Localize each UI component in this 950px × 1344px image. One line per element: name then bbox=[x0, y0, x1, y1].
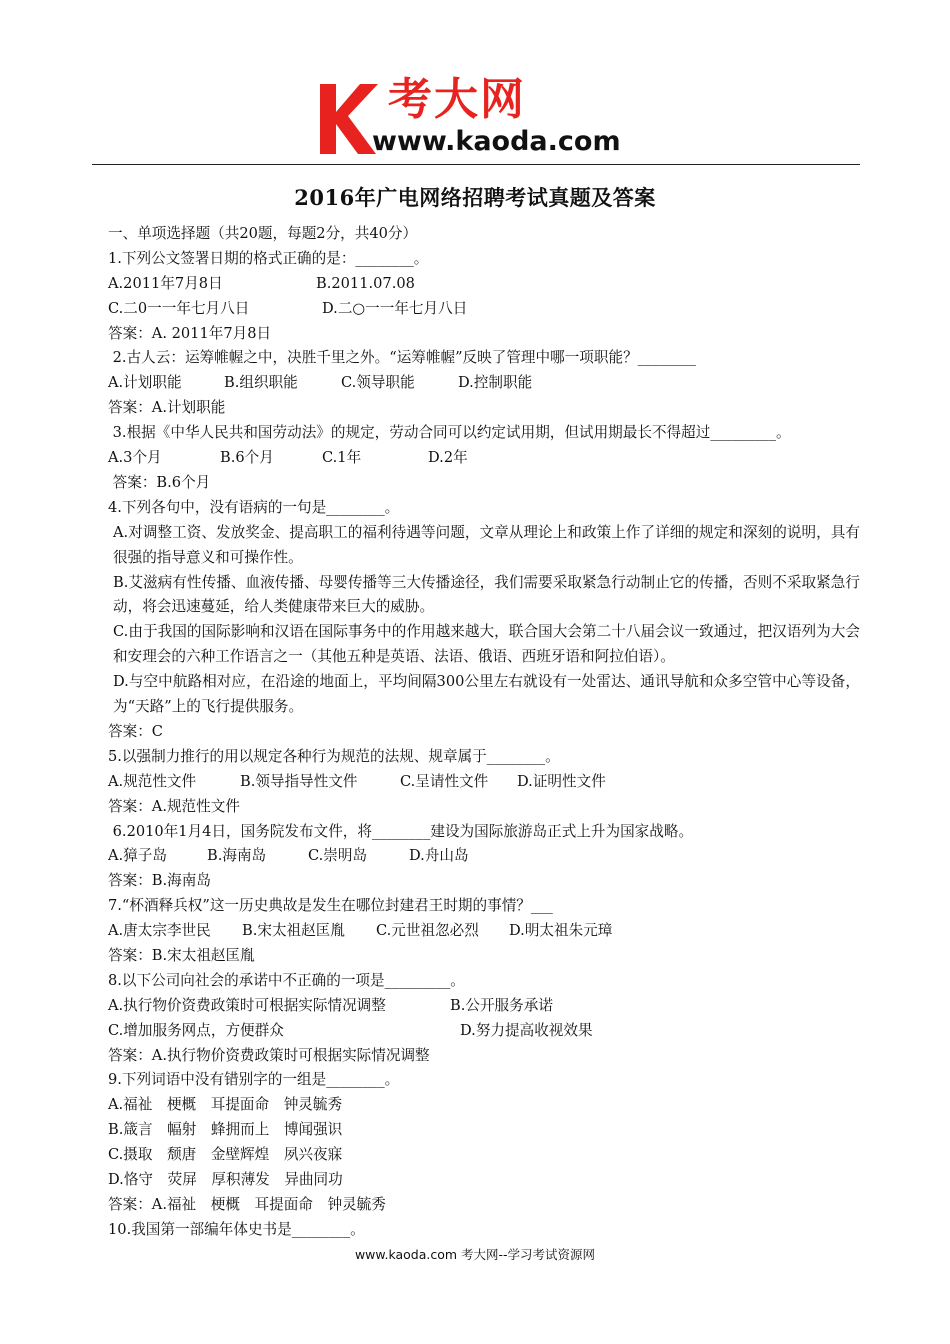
logo-brand-name: 考大网 bbox=[388, 74, 526, 125]
answer-6: 答案：B.海南岛 bbox=[108, 872, 211, 890]
answer-2: 答案：A.计划职能 bbox=[108, 399, 226, 417]
option-c: C.增加服务网点，方便群众 bbox=[108, 1021, 284, 1039]
option-b: B.宋太祖赵匡胤 bbox=[242, 922, 345, 940]
question-7: 7.“杯酒释兵权”这一历史典故是发生在哪位封建君王时期的事情？___ bbox=[108, 897, 553, 915]
k-logo-icon bbox=[318, 80, 380, 156]
question-8-options-row2 bbox=[108, 1019, 860, 1044]
answer-8: 答案：A.执行物价资费政策时可根据实际情况调整 bbox=[108, 1046, 430, 1064]
option-d: D.舟山岛 bbox=[409, 847, 469, 865]
option-a: A.唐太宗李世民 bbox=[108, 922, 211, 940]
question-8: 8.以下公司向社会的承诺中不正确的一项是_________。 bbox=[108, 971, 465, 989]
page-title: 2016年广电网络招聘考试真题及答案 bbox=[294, 185, 656, 210]
kaoda-logo[interactable] bbox=[318, 74, 638, 160]
question-4: 4.下列各句中，没有语病的一句是________。 bbox=[108, 498, 400, 516]
option-d: D.明太祖朱元璋 bbox=[509, 922, 613, 940]
option-d: D.证明性文件 bbox=[517, 772, 606, 790]
question-3-options bbox=[108, 446, 860, 471]
question-2: 2.古人云：运筹帷幄之中，决胜千里之外。“运筹帷幄”反映了管理中哪一项职能？________ bbox=[108, 349, 697, 367]
option-a: A.计划职能 bbox=[108, 374, 182, 392]
question-7-options bbox=[108, 919, 860, 944]
option-c: C.呈请性文件 bbox=[400, 772, 489, 790]
answer-7: 答案：B.宋太祖赵匡胤 bbox=[108, 946, 255, 964]
question-8-options-row1 bbox=[108, 994, 860, 1019]
question-1-options-row1 bbox=[108, 272, 860, 297]
option-a: A.对调整工资、发放奖金、提高职工的福利待遇等问题，文章从理论上和政策上作了详细的规定和深刻的说明，具有很强的指导意义和可操作性。 bbox=[113, 523, 860, 566]
document-body bbox=[108, 222, 860, 1243]
page-footer[interactable]: www.kaoda.com 考大网--学习考试资源网 bbox=[354, 1247, 596, 1262]
option-a: A.獐子岛 bbox=[108, 847, 167, 865]
option-a: A.福祉 梗概 耳提面命 钟灵毓秀 bbox=[108, 1096, 343, 1114]
option-d: D.二○一一年七月八日 bbox=[322, 299, 468, 317]
option-b: B.公开服务承诺 bbox=[450, 996, 553, 1014]
option-b: B.2011.07.08 bbox=[316, 274, 415, 292]
option-b: B.组织职能 bbox=[224, 374, 298, 392]
option-d: D.2年 bbox=[428, 449, 468, 467]
question-5-options bbox=[108, 770, 860, 795]
option-a: A.2011年7月8日 bbox=[108, 274, 223, 292]
option-b: B.6个月 bbox=[220, 449, 274, 467]
option-c: C.领导职能 bbox=[341, 374, 415, 392]
option-c: C.元世祖忽必烈 bbox=[376, 922, 479, 940]
option-c: C.摄取 颓唐 金壁辉煌 夙兴夜寐 bbox=[108, 1146, 343, 1164]
option-c: C.由于我国的国际影响和汉语在国际事务中的作用越来越大，联合国大会第二十八届会议一致通过，把汉语列为大会和安理会的六种工作语言之一（其他五种是英语、法语、俄语、西班牙语和阿拉伯语）。 bbox=[113, 623, 860, 666]
option-d: D.控制职能 bbox=[458, 374, 533, 392]
option-b: B.箴言 幅射 蜂拥而上 博闻强识 bbox=[108, 1121, 343, 1139]
option-a: A.规范性文件 bbox=[108, 772, 197, 790]
option-b: B.领导指导性文件 bbox=[240, 772, 358, 790]
question-9: 9.下列词语中没有错别字的一组是________。 bbox=[108, 1071, 400, 1089]
option-b: B.海南岛 bbox=[207, 847, 267, 865]
option-c: C.二0一一年七月八日 bbox=[108, 299, 250, 317]
answer-3: 答案：B.6个月 bbox=[108, 473, 211, 491]
section-heading: 一、单项选择题（共20题，每题2分，共40分） bbox=[108, 225, 418, 242]
question-3: 3.根据《中华人民共和国劳动法》的规定，劳动合同可以约定试用期，但试用期最长不得超过_________。 bbox=[108, 424, 791, 442]
question-6-options bbox=[108, 844, 860, 869]
question-5: 5.以强制力推行的用以规定各种行为规范的法规、规章属于________。 bbox=[108, 747, 560, 765]
answer-1: 答案：A. 2011年7月8日 bbox=[108, 324, 272, 342]
question-1-options-row2 bbox=[108, 297, 860, 322]
answer-4: 答案：C bbox=[108, 722, 163, 740]
question-2-options bbox=[108, 371, 860, 396]
question-10: 10.我国第一部编年体史书是________。 bbox=[108, 1220, 365, 1238]
question-6: 6.2010年1月4日，国务院发布文件，将________建设为国际旅游岛正式上升为国家战略。 bbox=[108, 822, 694, 840]
option-c: C.崇明岛 bbox=[308, 847, 368, 865]
option-d: D.恪守 荧屏 厚积薄发 异曲同功 bbox=[108, 1170, 343, 1188]
answer-9: 答案：A.福祉 梗概 耳提面命 钟灵毓秀 bbox=[108, 1195, 386, 1213]
header-divider bbox=[92, 164, 860, 165]
option-c: C.1年 bbox=[322, 449, 362, 467]
question-1: 1.下列公文签署日期的格式正确的是：________。 bbox=[108, 249, 429, 267]
option-b: B.艾滋病有性传播、血液传播、母婴传播等三大传播途径，我们需要采取紧急行动制止它的传播，否则不采取紧急行动，将会迅速蔓延，给人类健康带来巨大的威胁。 bbox=[113, 573, 860, 616]
logo-url: www.kaoda.com bbox=[372, 126, 621, 157]
option-d: D.努力提高收视效果 bbox=[460, 1021, 593, 1039]
option-d: D.与空中航路相对应，在沿途的地面上，平均间隔300公里左右就设有一处雷达、通讯导航和众多空管中心等设备，为“天路”上的飞行提供服务。 bbox=[113, 673, 860, 716]
option-a: A.执行物价资费政策时可根据实际情况调整 bbox=[108, 996, 386, 1014]
option-a: A.3个月 bbox=[108, 449, 162, 467]
answer-5: 答案：A.规范性文件 bbox=[108, 797, 240, 815]
